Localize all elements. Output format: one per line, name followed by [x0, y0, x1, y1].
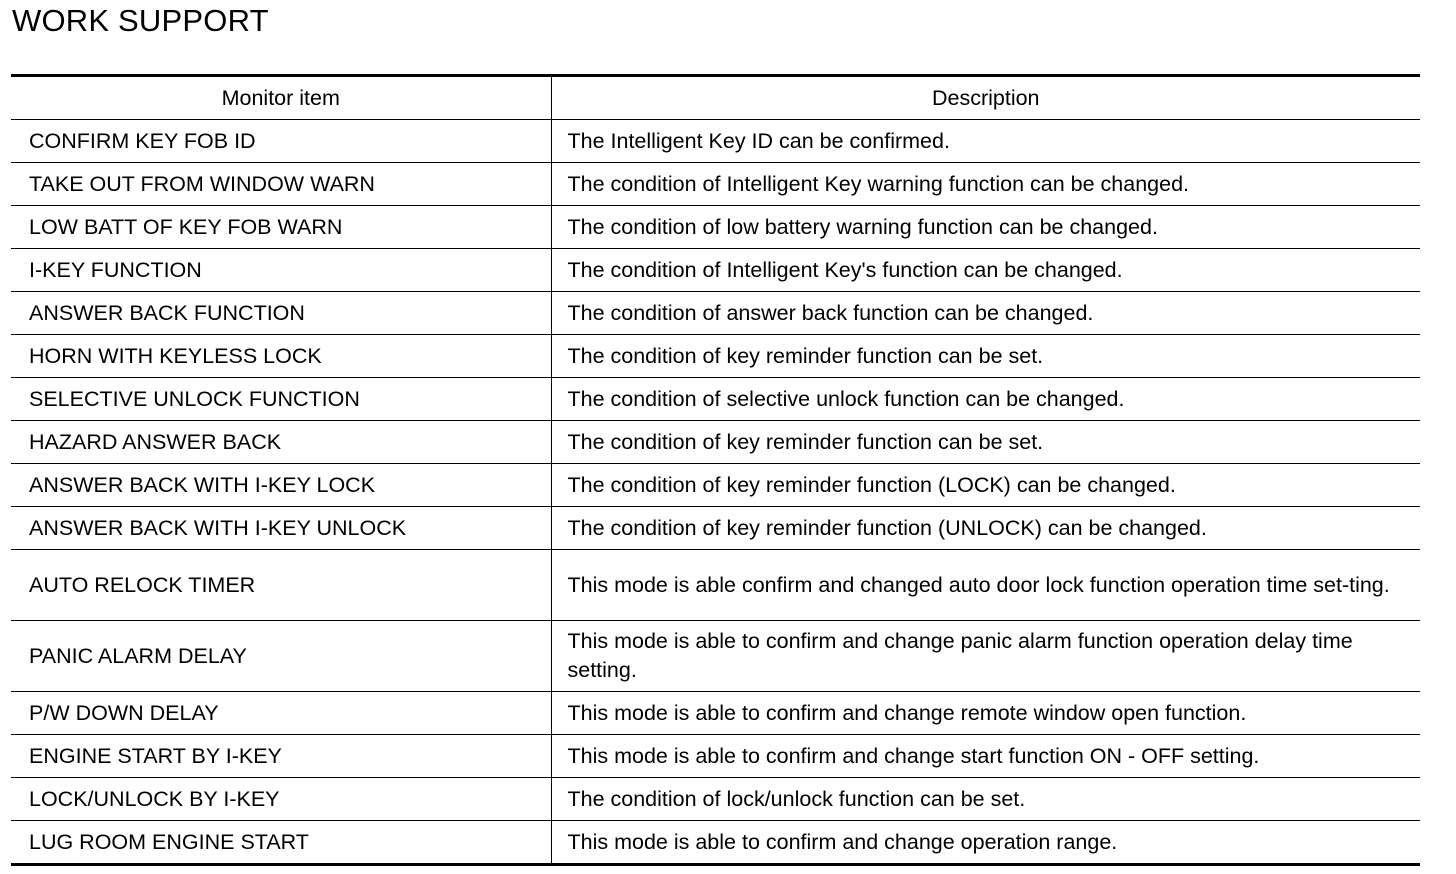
table-row	[11, 120, 1420, 163]
monitor-item-cell: P/W DOWN DELAY	[11, 692, 551, 735]
table-row	[11, 692, 1420, 735]
table-row	[11, 378, 1420, 421]
work-support-table	[11, 74, 1420, 866]
description-cell: The condition of key reminder function (UNLOCK) can be changed.	[551, 507, 1420, 550]
table-row	[11, 292, 1420, 335]
description-cell: The condition of selective unlock function can be changed.	[551, 378, 1420, 421]
description-cell: The condition of lock/unlock function can be set.	[551, 778, 1420, 821]
table-row	[11, 163, 1420, 206]
table-row	[11, 206, 1420, 249]
description-cell: The condition of low battery warning function can be changed.	[551, 206, 1420, 249]
description-cell: The condition of key reminder function can be set.	[551, 335, 1420, 378]
description-cell: The Intelligent Key ID can be confirmed.	[551, 120, 1420, 163]
table-row	[11, 821, 1420, 865]
monitor-item-cell: PANIC ALARM DELAY	[11, 621, 551, 692]
description-cell: The condition of key reminder function (LOCK) can be changed.	[551, 464, 1420, 507]
monitor-item-cell: ENGINE START BY I-KEY	[11, 735, 551, 778]
table-header-row	[11, 76, 1420, 120]
monitor-item-cell: LUG ROOM ENGINE START	[11, 821, 551, 865]
table-row	[11, 464, 1420, 507]
description-cell: This mode is able to confirm and change panic alarm function operation delay time setting.	[551, 621, 1420, 692]
page-title: WORK SUPPORT	[12, 3, 269, 38]
table-row	[11, 621, 1420, 692]
monitor-item-cell: ANSWER BACK WITH I-KEY LOCK	[11, 464, 551, 507]
monitor-item-cell: I-KEY FUNCTION	[11, 249, 551, 292]
monitor-item-cell: HORN WITH KEYLESS LOCK	[11, 335, 551, 378]
description-cell: This mode is able to confirm and change start function ON - OFF setting.	[551, 735, 1420, 778]
description-cell: This mode is able to confirm and change operation range.	[551, 821, 1420, 865]
table-row	[11, 507, 1420, 550]
monitor-item-cell: LOCK/UNLOCK BY I-KEY	[11, 778, 551, 821]
table-row	[11, 778, 1420, 821]
monitor-item-cell: AUTO RELOCK TIMER	[11, 550, 551, 621]
description-cell: The condition of Intelligent Key's function can be changed.	[551, 249, 1420, 292]
monitor-item-cell: HAZARD ANSWER BACK	[11, 421, 551, 464]
table-row	[11, 335, 1420, 378]
description-cell: This mode is able confirm and changed auto door lock function operation time set-ting.	[551, 550, 1420, 621]
table-row	[11, 249, 1420, 292]
header-description: Description	[551, 76, 1420, 120]
monitor-item-cell: CONFIRM KEY FOB ID	[11, 120, 551, 163]
description-cell: The condition of answer back function can be changed.	[551, 292, 1420, 335]
monitor-item-cell: ANSWER BACK WITH I-KEY UNLOCK	[11, 507, 551, 550]
description-cell: This mode is able to confirm and change remote window open function.	[551, 692, 1420, 735]
monitor-item-cell: LOW BATT OF KEY FOB WARN	[11, 206, 551, 249]
monitor-item-cell: TAKE OUT FROM WINDOW WARN	[11, 163, 551, 206]
monitor-item-cell: SELECTIVE UNLOCK FUNCTION	[11, 378, 551, 421]
monitor-item-cell: ANSWER BACK FUNCTION	[11, 292, 551, 335]
description-cell: The condition of Intelligent Key warning function can be changed.	[551, 163, 1420, 206]
header-monitor-item: Monitor item	[11, 76, 551, 120]
table-row	[11, 735, 1420, 778]
table-row	[11, 421, 1420, 464]
table-row	[11, 550, 1420, 621]
description-cell: The condition of key reminder function can be set.	[551, 421, 1420, 464]
